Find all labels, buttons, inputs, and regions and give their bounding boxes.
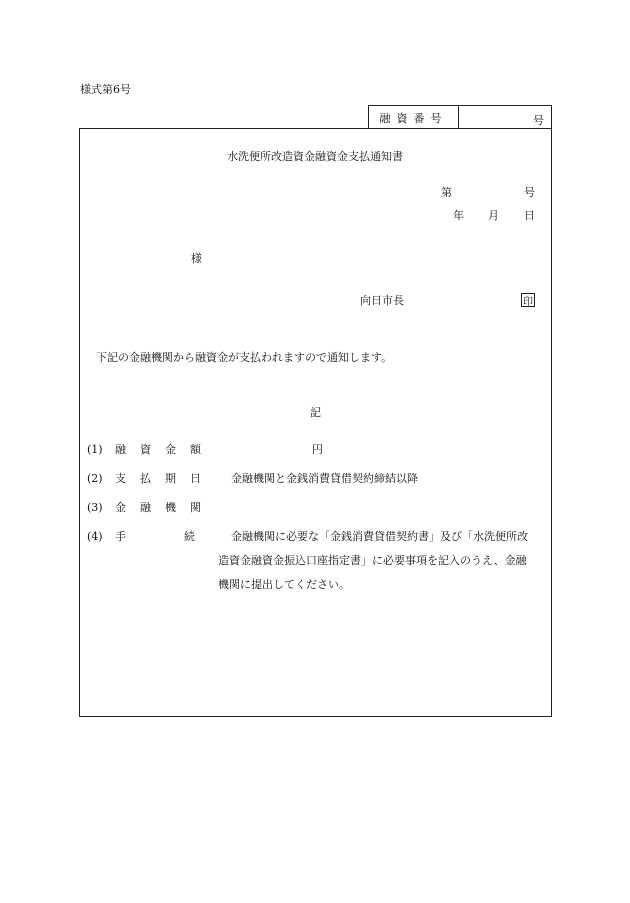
recipient-suffix: 様 (191, 252, 202, 265)
finance-number-unit: 号 (533, 114, 544, 127)
issue-number-prefix: 第 (441, 186, 452, 199)
item-3-label: 金融機関 (115, 501, 215, 514)
item-4-line-1: 金融機関に必要な「金銭消費貸借契約書」及び「水洗便所改 (231, 530, 528, 543)
finance-number-box (368, 105, 552, 129)
note-heading: 記 (310, 406, 321, 419)
item-2-value: 金融機関と金銭消費貸借契約締結以降 (231, 472, 418, 485)
item-1-value: 円 (312, 443, 323, 456)
item-4-label-last: 続 (184, 530, 195, 543)
date-year: 年 (453, 209, 464, 222)
notice-body: 下記の金融機関から融資金が支払われますので通知します。 (96, 351, 393, 364)
item-1-label: 融資金額 (115, 443, 215, 456)
item-2-number: (2) (87, 472, 103, 485)
item-2-label: 支払期日 (115, 472, 215, 485)
date-month: 月 (488, 209, 499, 222)
seal-mark: 印 (521, 293, 535, 307)
finance-number-label: 融資番号 (369, 106, 459, 129)
item-4-label-first: 手 (115, 530, 126, 543)
issuer-name: 向日市長 (360, 294, 404, 307)
date-day: 日 (524, 209, 535, 222)
document-frame (79, 128, 552, 717)
item-4-number: (4) (87, 530, 103, 543)
item-4-line-3: 機関に提出してください。 (218, 578, 350, 591)
item-3-number: (3) (87, 501, 103, 514)
form-number: 様式第6号 (80, 83, 131, 96)
issue-number-suffix: 号 (524, 186, 535, 199)
item-4-line-2: 造資金融資金振込口座指定書」に必要事項を記入のうえ、金融 (218, 554, 527, 567)
document-title: 水洗便所改造資金融資金支払通知書 (227, 150, 403, 163)
item-1-number: (1) (87, 443, 103, 456)
item-4-procedure (218, 525, 551, 597)
